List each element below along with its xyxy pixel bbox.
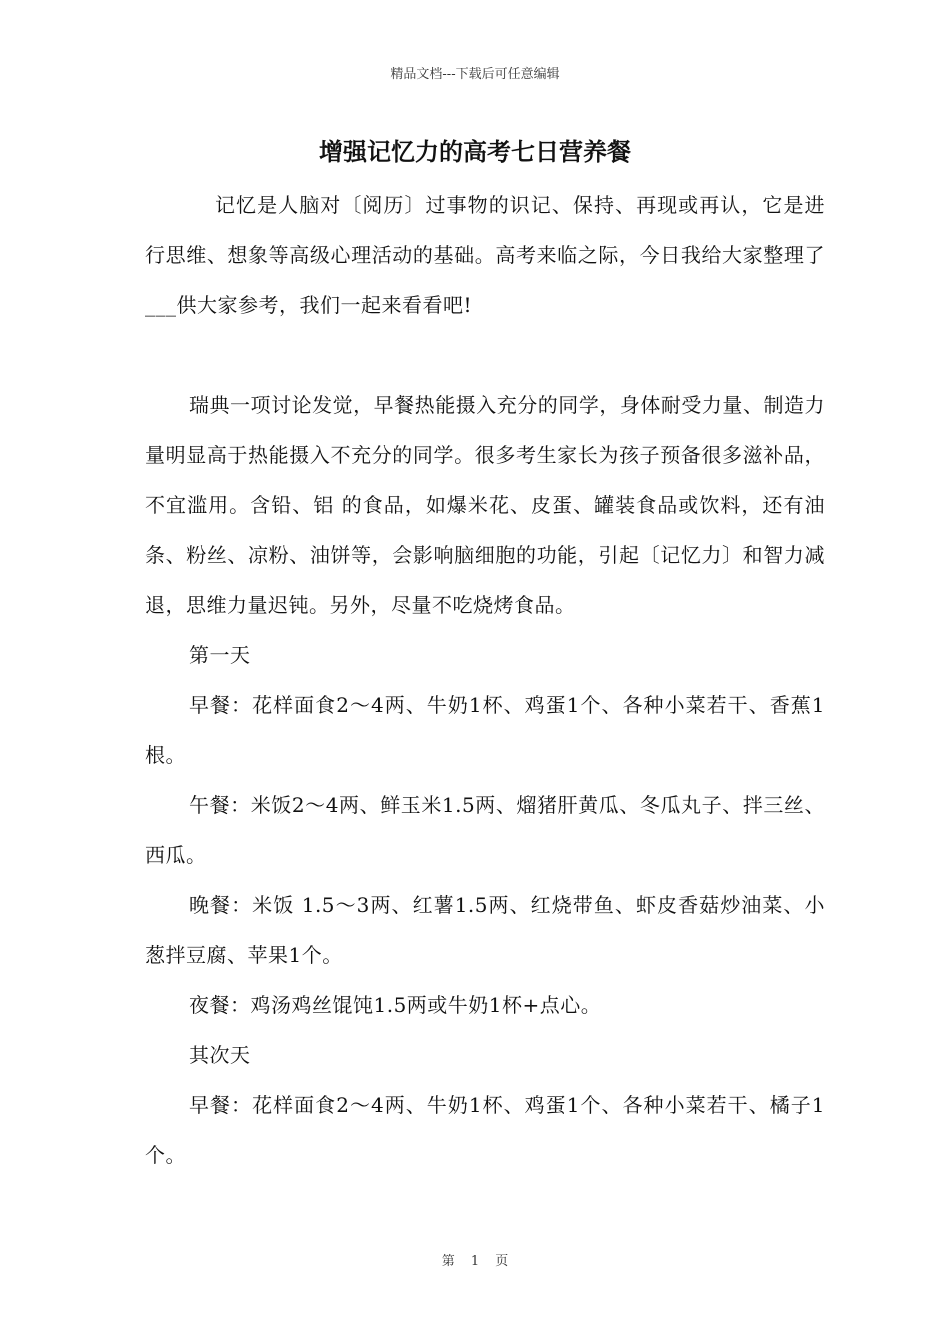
intro-paragraph: 记忆是人脑对〔阅历〕过事物的识记、保持、再现或再认，它是进行思维、想象等高级心理活动的基础。高考来临之际，今日我给大家整理了___供大家参考，我们一起来看看吧! [145,193,825,317]
dinner-day-1: 晚餐：米饭 1.5～3两、红薯1.5两、红烧带鱼、虾皮香菇炒油菜、小葱拌豆腐、苹果1个。 [145,893,825,967]
page-label-prefix: 第 [441,1254,455,1269]
lunch-day-1: 午餐：米饭2～4两、鲜玉米1.5两、熘猪肝黄瓜、冬瓜丸子、拌三丝、西瓜。 [145,793,825,867]
breakfast-day-2: 早餐：花样面食2～4两、牛奶1杯、鸡蛋1个、各种小菜若干、橘子1个。 [145,1093,825,1167]
document-title: 增强记忆力的高考七日营养餐 [319,137,631,166]
page-number: 1 [470,1254,480,1269]
breakfast-day-1: 早餐：花样面食2～4两、牛奶1杯、鸡蛋1个、各种小菜若干、香蕉1根。 [145,693,825,767]
body-paragraph: 瑞典一项讨论发觉，早餐热能摄入充分的同学，身体耐受力量、制造力量明显高于热能摄入不充分的同学。很多考生家长为孩子预备很多滋补品，不宜滥用。含铅、铝 的食品，如爆米花、皮蛋、罐装食品或饮料，还有油条、粉丝、凉粉、油饼等，会影响脑细胞的功能，引起〔记忆力〕和智力减退，思维力量迟钝。另外，尽量不吃烧烤食品。 [145,393,825,617]
night-snack-day-1: 夜餐：鸡汤鸡丝馄饨1.5两或牛奶1杯+点心。 [189,993,602,1017]
section-heading-day-2: 其次天 [189,1043,251,1067]
page-header: 精品文档---下载后可任意编辑 [390,67,560,82]
document-content [145,180,825,1180]
section-heading-day-1: 第一天 [189,643,251,667]
page-label-suffix: 页 [495,1254,509,1269]
page-footer [0,1253,950,1271]
paragraph-spacer [145,330,825,380]
